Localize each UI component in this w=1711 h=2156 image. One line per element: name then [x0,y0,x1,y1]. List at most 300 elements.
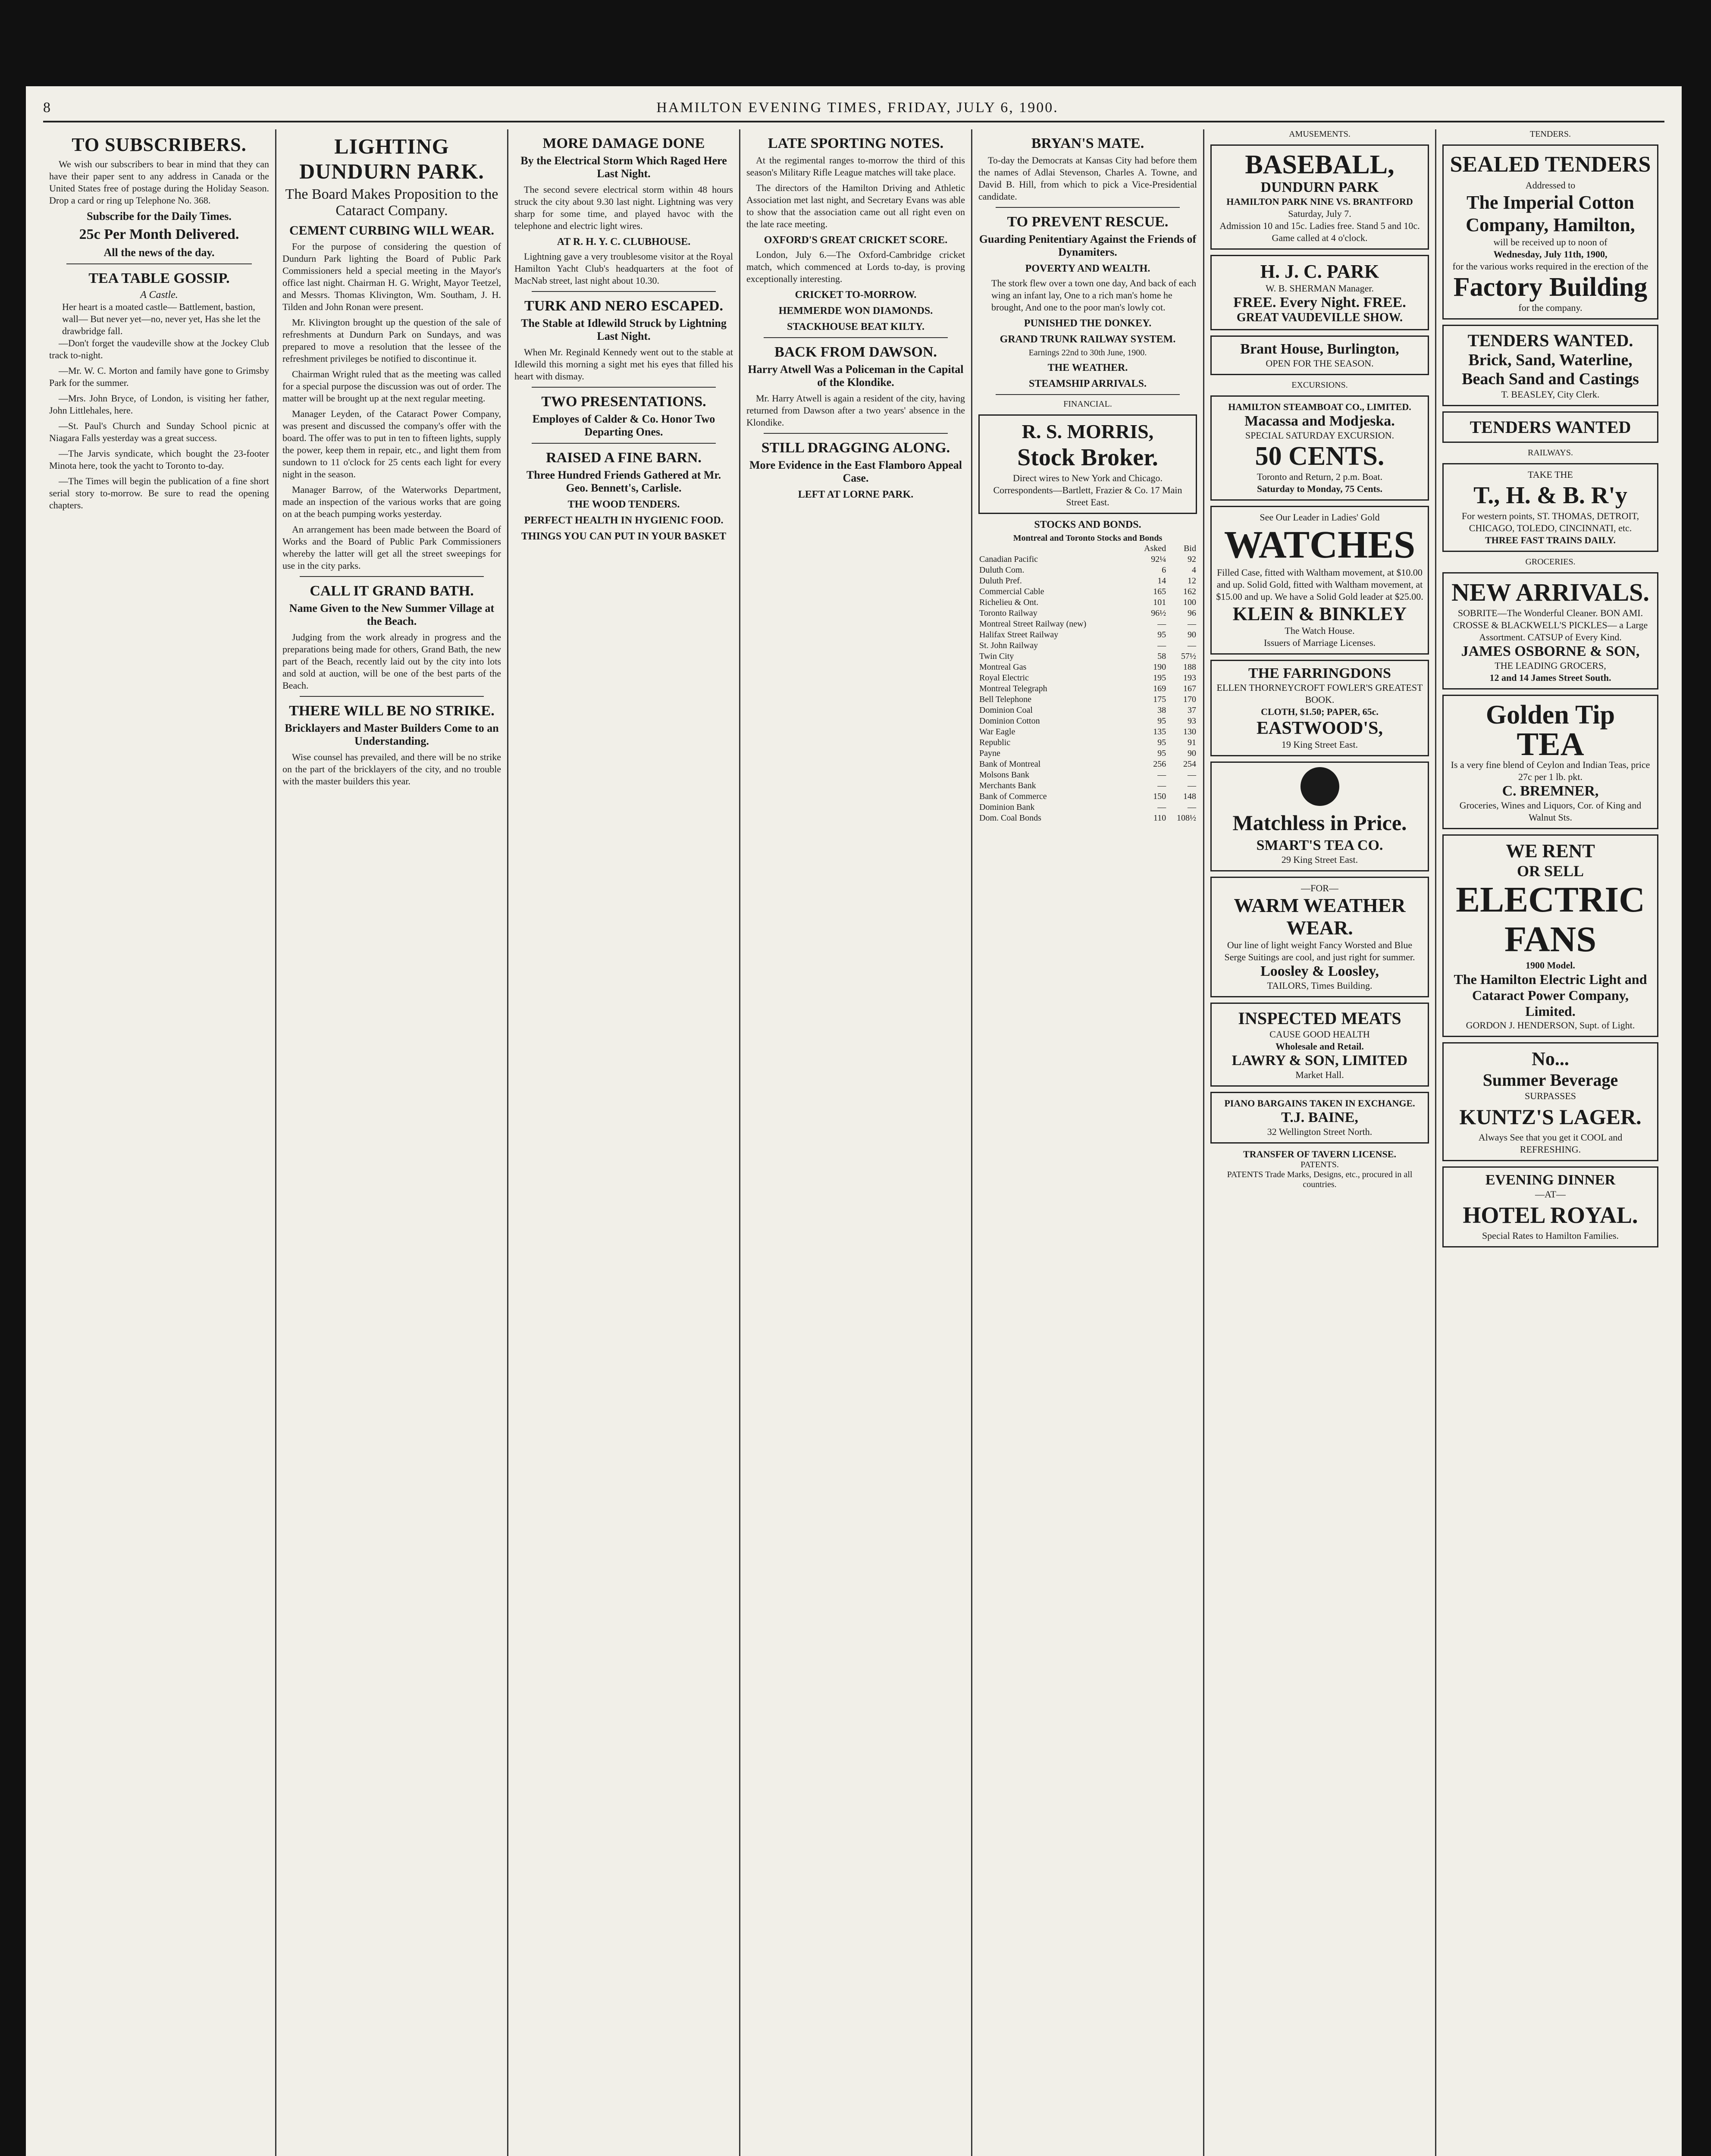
wood-tenders-heading: THE WOOD TENDERS. [567,499,680,510]
table-cell: Montreal Telegraph [979,684,1047,693]
hotel-ad [1442,1166,1658,1247]
arrivals-text: SOBRITE—The Wonderful Cleaner. BON AMI. CROSSE & BLACKWELL'S PICKLES— a Large Assortment. CATSUP of Every Kind. [1453,608,1648,642]
table-cell: 148 [1183,792,1196,801]
table-cell: — [1188,641,1196,650]
smarts-addr: 29 King Street East. [1281,854,1358,865]
table-cell: 58 [1157,652,1166,661]
poverty-heading: POVERTY AND WEALTH. [1025,263,1150,274]
table-cell: Royal Electric [979,673,1029,683]
table-row [978,727,1197,737]
table-cell: 95 [1157,630,1166,639]
basket-heading: THINGS YOU CAN PUT IN YOUR BASKET [521,531,727,542]
table-cell: Canadian Pacific [979,555,1038,564]
table-cell: Montreal Gas [979,662,1027,672]
electric-title: ELECTRIC [1456,880,1645,920]
table-cell: Bank of Montreal [979,759,1041,769]
morris-ad [978,414,1197,514]
lawry: LAWRY & SON, LIMITED [1232,1053,1408,1069]
eastwood: EASTWOOD'S, [1257,718,1383,738]
newspaper-page [26,86,1682,2156]
matchless: Matchless in Price. [1232,811,1407,835]
hotel-sub: Special Rates to Hamilton Families. [1482,1230,1619,1241]
grand-bath-text: Judging from the work already in progress and the preparations being made for others, Grand Bath, the new part of the Beach, recently laid out by the city into lots and sold at auction, will be one of the best parts of the Beach. [282,632,501,691]
table-row [978,597,1197,608]
table-row [978,576,1197,586]
eastwood-addr: 19 King Street East. [1281,739,1358,750]
dundurn-subhead: CEMENT CURBING WILL WEAR. [289,223,495,238]
hamilton-electric: The Hamilton Electric Light and Cataract Power Company, Limited. [1454,971,1647,1019]
table-cell: St. John Railway [979,641,1038,650]
baseball-ad [1210,144,1429,250]
column-7 [1436,129,1664,2156]
article-paragraph: Manager Barrow, of the Waterworks Department, made an inspection of the various works that are going on at the beach pumping works yesterday. [282,484,501,519]
meats-ad [1210,1003,1429,1087]
news-line: All the news of the day. [103,246,215,259]
table-cell: Dom. Coal Bonds [979,813,1041,823]
gossip-heading: TEA TABLE GOSSIP. [88,270,230,286]
barn-deck: Three Hundred Friends Gathered at Mr. Geo. Bennett's, Carlisle. [526,469,721,494]
fare-line: Saturday to Monday, 75 Cents. [1257,483,1382,494]
hygienic-heading: PERFECT HEALTH IN HYGIENIC FOOD. [524,515,724,526]
article-paragraph: Mr. Klivington brought up the question of the sale of refreshments at Dundurn Park on Sundays, and was prepared to move a resolution that the lessee of the refreshment privileges be notified to discontinue it. [282,317,501,364]
column-5 [972,129,1203,2156]
cricket-text: London, July 6.—The Oxford-Cambridge cricket match, which commenced at Lords to-day, is proving exceptionally interesting. [746,249,965,284]
fans-title: FANS [1504,919,1597,959]
table-cell: 92¼ [1151,555,1166,564]
farringdons-title: THE FARRINGDONS [1248,665,1391,681]
vaudeville: GREAT VAUDEVILLE SHOW. [1236,311,1403,324]
railways-label: RAILWAYS. [1527,448,1573,458]
table-cell: 130 [1183,727,1196,736]
at: —AT— [1535,1189,1566,1200]
brant-house: Brant House, Burlington, [1240,341,1399,357]
table-row [978,683,1197,694]
hotel-royal: HOTEL ROYAL. [1463,1202,1638,1228]
lorne-heading: LEFT AT LORNE PARK. [798,489,914,500]
table-row [978,586,1197,597]
column-6 [1204,129,1435,2156]
warm-for: —FOR— [1301,883,1338,893]
klein-sub2: Issuers of Marriage Licenses. [1263,637,1376,648]
or-sell: OR SELL [1517,862,1584,880]
table-cell: 14 [1157,576,1166,586]
morris-name: R. S. MORRIS, [1022,420,1154,442]
price-line: 25c Per Month Delivered. [79,226,239,242]
column-1 [43,129,275,2156]
subscribers-heading: TO SUBSCRIBERS. [72,134,247,155]
weather-heading: THE WEATHER. [1047,362,1128,373]
column-3 [508,129,739,2156]
table-row [978,770,1197,780]
table-cell: Duluth Pref. [979,576,1022,586]
brick-title: Brick, Sand, Waterline, Beach Sand and Castings [1462,351,1639,388]
sporting-paragraph: The directors of the Hamilton Driving and Athletic Association met last night, and Secretary Evans was able to show that the association came out all right even on the late race meeting. [746,182,965,229]
meats-line: Wholesale and Retail. [1275,1041,1364,1052]
donkey-heading: PUNISHED THE DONKEY. [1024,318,1152,329]
barn-heading: RAISED A FINE BARN. [546,450,702,466]
steamboat-name: HAMILTON STEAMBOAT CO., LIMITED. [1228,401,1411,412]
table-cell: 188 [1183,662,1196,672]
tea-ad [1442,695,1658,829]
smarts-name: SMART'S TEA CO. [1256,837,1383,853]
sporting-headline: LATE SPORTING NOTES. [768,135,944,151]
strike-deck: Bricklayers and Master Builders Come to an Understanding. [285,722,499,747]
excursions-label: EXCURSIONS. [1291,380,1348,390]
table-row [978,673,1197,683]
rent: WE RENT [1506,840,1595,862]
moon-icon [1300,767,1339,806]
osborne-addr: 12 and 14 James Street South. [1489,672,1611,683]
dinner: EVENING DINNER [1485,1172,1616,1188]
bryan-text: To-day the Democrats at Kansas City had before them the names of Adlai Stevenson, Charles A. Towne, and David B. Hill, from which to pick a Vice-Presidential candidate. [978,155,1197,202]
table-cell: Dominion Cotton [979,716,1040,726]
patents-label: PATENTS. [1300,1160,1339,1169]
tavern-notice: TRANSFER OF TAVERN LICENSE. [1243,1149,1396,1159]
table-cell: 90 [1188,749,1196,758]
steamboat-ad [1210,395,1429,501]
table-row [978,640,1197,651]
table-row [978,554,1197,565]
table-cell: 167 [1183,684,1196,693]
gossip-item: —St. Paul's Church and Sunday School picnic at Niagara Falls yesterday was a great success. [49,420,269,443]
table-cell: 256 [1153,759,1166,769]
klein-sub: The Watch House. [1285,625,1355,636]
watches-ad [1210,506,1429,655]
table-cell: 96½ [1151,608,1166,618]
thb-trains: THREE FAST TRAINS DAILY. [1485,535,1616,545]
table-cell: Bank of Commerce [979,792,1047,801]
poverty-poem: The stork flew over a town one day, And back of each wing an infant lay, One to a rich man's home he brought, And one to the poor man's lowly cot. [991,278,1197,313]
table-cell: — [1157,802,1166,812]
no-dots: No... [1532,1048,1569,1069]
table-cell: 169 [1153,684,1166,693]
gossip-item: —Mr. W. C. Morton and family have gone to Grimsby Park for the summer. [49,365,269,388]
table-cell: — [1157,641,1166,650]
table-cell: 96 [1188,608,1196,618]
table-row [978,705,1197,716]
warm-title: WARM WEATHER WEAR. [1234,894,1406,939]
osborne: JAMES OSBORNE & SON, [1461,643,1640,659]
factory-sub: for the company. [1518,302,1583,313]
table-cell: 254 [1183,759,1196,769]
table-row [978,748,1197,759]
sporting-paragraph: At the regimental ranges to-morrow the third of this season's Military Rifle League matches will take place. [746,155,965,178]
table-cell: 175 [1153,695,1166,704]
table-cell: 38 [1157,705,1166,715]
subscribers-text: We wish our subscribers to bear in mind that they can have their paper sent to any address in Canada or the United States free of postage during the Holiday Season. Drop a card or ring up Telephone No. 368. [49,159,269,206]
table-cell: 108½ [1177,813,1196,823]
arrivals-title: NEW ARRIVALS. [1451,578,1649,606]
table-cell: 165 [1153,587,1166,596]
table-header-row [978,543,1197,554]
table-cell: 190 [1153,662,1166,672]
column-header: Asked [1144,544,1166,553]
article-paragraph: An arrangement has been made between the Board of Works and the Board of Public Park Commissioners whereby the latter will get all the street sweepings for use in the city parks. [282,524,501,571]
farringdons-price: CLOTH, $1.50; PAPER, 65c. [1261,706,1379,717]
table-cell: — [1157,619,1166,629]
dundurn-headline: LIGHTING DUNDURN PARK. [299,134,484,183]
watches-title: WATCHES [1224,523,1416,566]
table-row [978,716,1197,727]
park-ad [1210,255,1429,330]
baseball-title: BASEBALL, [1245,150,1394,179]
arrivals-ad [1442,572,1658,689]
baine-addr: 32 Wellington Street North. [1267,1126,1373,1137]
gossip-item: —Mrs. John Bryce, of London, is visiting her father, John Littlehales, here. [49,393,269,416]
table-cell: Commercial Cable [979,587,1044,596]
fans-ad [1442,834,1658,1037]
kuntz-sub: Always See that you get it COOL and REFRESHING. [1478,1132,1623,1155]
sealed-sub: Addressed to [1525,180,1576,191]
loosley: Loosley & Loosley, [1260,963,1379,979]
factory-title: Factory Building [1453,273,1648,302]
piano-ad [1210,1092,1429,1144]
baseball-match: HAMILTON PARK NINE VS. BRANTFORD [1226,196,1413,207]
table-cell: — [1188,781,1196,790]
stocks-sub: Montreal and Toronto Stocks and Bonds [1013,533,1163,543]
take-the: TAKE THE [1528,469,1573,480]
table-cell: 95 [1157,716,1166,726]
bryan-headline: BRYAN'S MATE. [1031,135,1144,151]
table-cell: Merchants Bank [979,781,1036,790]
grand-bath-deck: Name Given to the New Summer Village at the Beach. [289,602,495,627]
turk-text: When Mr. Reginald Kennedy went out to the stable at Idlewild this morning a sight met his eyes that filled his heart with dismay. [514,347,733,382]
imperial-for: for the various works required in the erection of the [1452,261,1648,272]
turk-deck: The Stable at Idlewild Struck by Lightning Last Night. [521,317,727,342]
page-number: 8 [43,100,50,116]
storm-deck: By the Electrical Storm Which Raged Here Last Night. [520,154,727,180]
presentations-heading: TWO PRESENTATIONS. [541,394,706,410]
diamonds-heading: HEMMERDE WON DIAMONDS. [778,305,933,317]
baseball-date: Saturday, July 7. [1288,208,1351,219]
broker-label: Stock Broker. [1017,444,1158,471]
table-cell: 57½ [1181,652,1196,661]
table-cell: 90 [1188,630,1196,639]
wanted-title: TENDERS WANTED. [1467,331,1633,350]
stocks-heading: STOCKS AND BONDS. [1034,519,1141,530]
fare-sub: Toronto and Return, 2 p.m. Boat. [1257,471,1383,482]
column-header [978,543,1133,554]
table-cell: 101 [1153,598,1166,607]
meats-title: INSPECTED MEATS [1238,1009,1401,1028]
henderson: GORDON J. HENDERSON, Supt. of Light. [1466,1020,1635,1031]
table-row [978,565,1197,576]
table-row [978,759,1197,770]
cricket-heading: OXFORD'S GREAT CRICKET SCORE. [764,235,948,246]
table-cell: Montreal Street Railway (new) [979,619,1087,629]
table-cell: Molsons Bank [979,770,1030,780]
table-row [978,813,1197,824]
watches-pre: See Our Leader in Ladies' Gold [1260,512,1380,523]
subscribe-line: Subscribe for the Daily Times. [87,210,232,222]
tea-text: Is a very fine blend of Ceylon and Indian Teas, price 27c per 1 lb. pkt. [1451,759,1650,782]
table-cell: Republic [979,738,1011,747]
gossip-item: —Don't forget the vaudeville show at the Jockey Club track to-night. [49,338,269,360]
table-cell: 150 [1153,792,1166,801]
lawry-sub: Market Hall. [1295,1069,1344,1080]
table-cell: Toronto Railway [979,608,1037,618]
table-cell: Twin City [979,652,1014,661]
stocks-table [978,543,1197,824]
table-row [978,737,1197,748]
grand-trunk-sub: Earnings 22nd to 30th June, 1900. [1028,348,1147,357]
table-cell: 95 [1157,749,1166,758]
watches-text: Filled Case, fitted with Waltham movement, at $10.00 and up. Solid Gold, fitted with Waltham movement, at $15.00 and up. We have a Solid Gold leader at $25.00. [1216,567,1423,602]
table-cell: 4 [1192,565,1196,575]
table-cell: 193 [1183,673,1196,683]
table-cell: Payne [979,749,1000,758]
dawson-heading: BACK FROM DAWSON. [774,344,937,360]
table-cell: 92 [1188,555,1196,564]
grand-trunk-heading: GRAND TRUNK RAILWAY SYSTEM. [1000,334,1176,345]
farringdons-ad [1210,660,1429,756]
table-cell: — [1188,619,1196,629]
kuntz-ad [1442,1042,1658,1161]
golden-tip: Golden Tip [1485,700,1615,730]
table-cell: 95 [1157,738,1166,747]
grand-bath-heading: CALL IT GRAND BATH. [310,583,474,599]
thb-text: For western points, ST. THOMAS, DETROIT, CHICAGO, TOLEDO, CINCINNATI, etc. [1461,511,1639,533]
surpasses: SURPASSES [1524,1091,1576,1101]
beasley: T. BEASLEY, City Clerk. [1501,389,1600,400]
strike-text: Wise counsel has prevailed, and there will be no strike on the part of the bricklayers of the city, and no trouble with the master builders this year. [282,752,501,787]
fare: 50 CENTS. [1255,442,1385,471]
table-cell: 195 [1153,673,1166,683]
article-paragraph: Manager Leyden, of the Cataract Power Company, was present and discussed the company's offer with the board. The offer was to put in ten to fifteen lights, supply the power, keep them in repair, etc., and light them from sundown to 11 o'clock for 25 cents each light for every night in the season. [282,408,501,479]
stackhouse-heading: STACKHOUSE BEAT KILTY. [787,321,925,332]
poem-title: A Castle. [140,289,178,301]
dawson-deck: Harry Atwell Was a Policeman in the Capital of the Klondike. [748,363,964,389]
table-cell: Halifax Street Railway [979,630,1059,639]
storm-text: The second severe electrical storm within 48 hours struck the city about 9.30 last night. Lightning was very sharp for some time, and played havoc with the telephone and electric light wires. [514,184,733,231]
bremner: C. BREMNER, [1502,783,1599,799]
dragging-deck: More Evidence in the East Flamboro Appeal Case. [749,459,962,484]
klein-binkley: KLEIN & BINKLEY [1232,603,1407,624]
turk-heading: TURK AND NERO ESCAPED. [524,298,723,314]
loosley-sub: TAILORS, Times Building. [1267,980,1373,991]
table-cell: 93 [1188,716,1196,726]
baine: T.J. BAINE, [1281,1109,1358,1125]
strike-heading: THERE WILL BE NO STRIKE. [289,703,495,719]
gossip-item: —The Jarvis syndicate, which bought the 23-footer Minota here, took the yacht to Toronto to-day. [49,448,269,471]
clubhouse-text: Lightning gave a very troublesome visitor at the Royal Hamilton Yacht Club's headquarters at the foot of MacNab street, last night about 10.30. [514,251,733,286]
table-row [978,791,1197,802]
thb-title: T., H. & B. R'y [1473,482,1627,509]
sealed-tenders-ad [1442,144,1658,320]
table-row [978,630,1197,640]
special: SPECIAL SATURDAY EXCURSION. [1245,430,1394,441]
gossip-item: —The Times will begin the publication of a fine short serial story to-morrow. Be sure to read the opening chapters. [49,476,269,511]
tenders-wanted-ad-2 [1442,411,1658,443]
article-paragraph: Chairman Wright ruled that as the meeting was called for a special purpose the discussion was out of order. The matter will be brought up at the next regular meeting. [282,369,501,404]
dragging-heading: STILL DRAGGING ALONG. [761,440,950,456]
storm-headline: MORE DAMAGE DONE [542,135,705,151]
sealed-title: SEALED TENDERS [1450,152,1651,177]
table-cell: — [1157,781,1166,790]
table-cell: 100 [1183,598,1196,607]
brant-sub: OPEN FOR THE SEASON. [1266,358,1374,369]
park-name: H. J. C. PARK [1260,261,1379,282]
steamship-heading: STEAMSHIP ARRIVALS. [1029,378,1147,389]
table-cell: 6 [1162,565,1166,575]
patents-text: PATENTS Trade Marks, Designs, etc., procured in all countries. [1227,1170,1413,1189]
cricket-tomorrow-heading: CRICKET TO-MORROW. [795,289,917,301]
table-cell: 135 [1153,727,1166,736]
table-cell: Dominion Bank [979,802,1035,812]
rescue-heading: TO PREVENT RESCUE. [1007,214,1169,230]
presentations-deck: Employes of Calder & Co. Honor Two Departing Ones. [532,413,715,438]
table-cell: 12 [1188,576,1196,586]
imperial-date: Wednesday, July 11th, 1900, [1493,249,1608,260]
model: 1900 Model. [1526,960,1575,971]
baseball-admission: Admission 10 and 15c. Ladies free. Stand 5 and 10c. Game called at 4 o'clock. [1219,220,1420,243]
smarts-ad [1210,761,1429,871]
summer-beverage: Summer Beverage [1482,1070,1618,1090]
park-manager: W. B. SHERMAN Manager. [1266,283,1374,294]
table-cell: 162 [1183,587,1196,596]
table-cell: — [1188,770,1196,780]
table-row [978,651,1197,662]
article-paragraph: For the purpose of considering the question of Dundurn Park lighting the Board of Public Park Commissioners held a special meeting in the Mayor's office last night. Chairman H. G. Wright, Mayor Teetzel, and Messrs. Thomas Klivington, Wm. Southam, J. H. Tilden and John Ronan were present. [282,241,501,312]
park-free: FREE. Every Night. FREE. [1233,295,1406,310]
table-cell: 37 [1188,705,1196,715]
table-row [978,619,1197,630]
table-cell: 91 [1188,738,1196,747]
imperial-name: The Imperial Cotton Company, Hamilton, [1466,192,1635,235]
table-row [978,780,1197,791]
farringdons-sub: ELLEN THORNEYCROFT FOWLER'S GREATEST BOOK. [1216,682,1423,705]
amusements-label: AMUSEMENTS. [1289,129,1351,139]
financial-label: FINANCIAL. [1063,399,1112,409]
piano-title: PIANO BARGAINS TAKEN IN EXCHANGE. [1224,1098,1415,1109]
table-row [978,608,1197,619]
baseball-sub: DUNDURN PARK [1260,179,1379,195]
osborne-sub: THE LEADING GROCERS, [1495,660,1606,671]
column-4 [740,129,971,2156]
kuntz-lager: KUNTZ'S LAGER. [1459,1105,1642,1129]
dundurn-deck: The Board Makes Proposition to the Cataract Company. [285,186,498,219]
table-cell: Richelieu & Ont. [979,598,1039,607]
thb-ad [1442,463,1658,552]
rescue-deck: Guarding Penitentiary Against the Friends of Dynamiters. [979,233,1197,258]
masthead [43,95,1664,122]
meats-sub: CAUSE GOOD HEALTH [1269,1029,1370,1040]
table-cell: — [1157,770,1166,780]
masthead-title: HAMILTON EVENING TIMES, FRIDAY, JULY 6, 1900. [656,100,1059,116]
imperial-text: will be received up to noon of [1493,237,1608,248]
table-cell: — [1188,802,1196,812]
table-cell: Dominion Coal [979,705,1033,715]
table-row [978,694,1197,705]
column-2 [276,129,507,2156]
table-cell: 170 [1183,695,1196,704]
tea-title: TEA [1517,726,1584,762]
broker-sub: Direct wires to New York and Chicago. Correspondents—Bartlett, Frazier & Co. 17 Main Street East. [993,473,1182,508]
tenders-label: TENDERS. [1530,129,1571,139]
table-row [978,662,1197,673]
table-cell: 110 [1153,813,1166,823]
dawson-text: Mr. Harry Atwell is again a resident of the city, having returned from Dawson after a two years' absence in the Klondike. [746,393,965,428]
column-header: Bid [1184,544,1196,553]
warm-text: Our line of light weight Fancy Worsted and Blue Serge Suitings are cool, and just right for summer. [1224,940,1415,962]
macassa: Macassa and Modjeska. [1244,413,1395,429]
table-cell: War Eagle [979,727,1015,736]
tenders-wanted-ad [1442,325,1658,406]
wanted2-title: TENDERS WANTED [1470,417,1631,437]
clubhouse-heading: AT R. H. Y. C. CLUBHOUSE. [557,236,691,248]
groceries-label: GROCERIES. [1525,557,1576,567]
table-cell: Bell Telephone [979,695,1031,704]
